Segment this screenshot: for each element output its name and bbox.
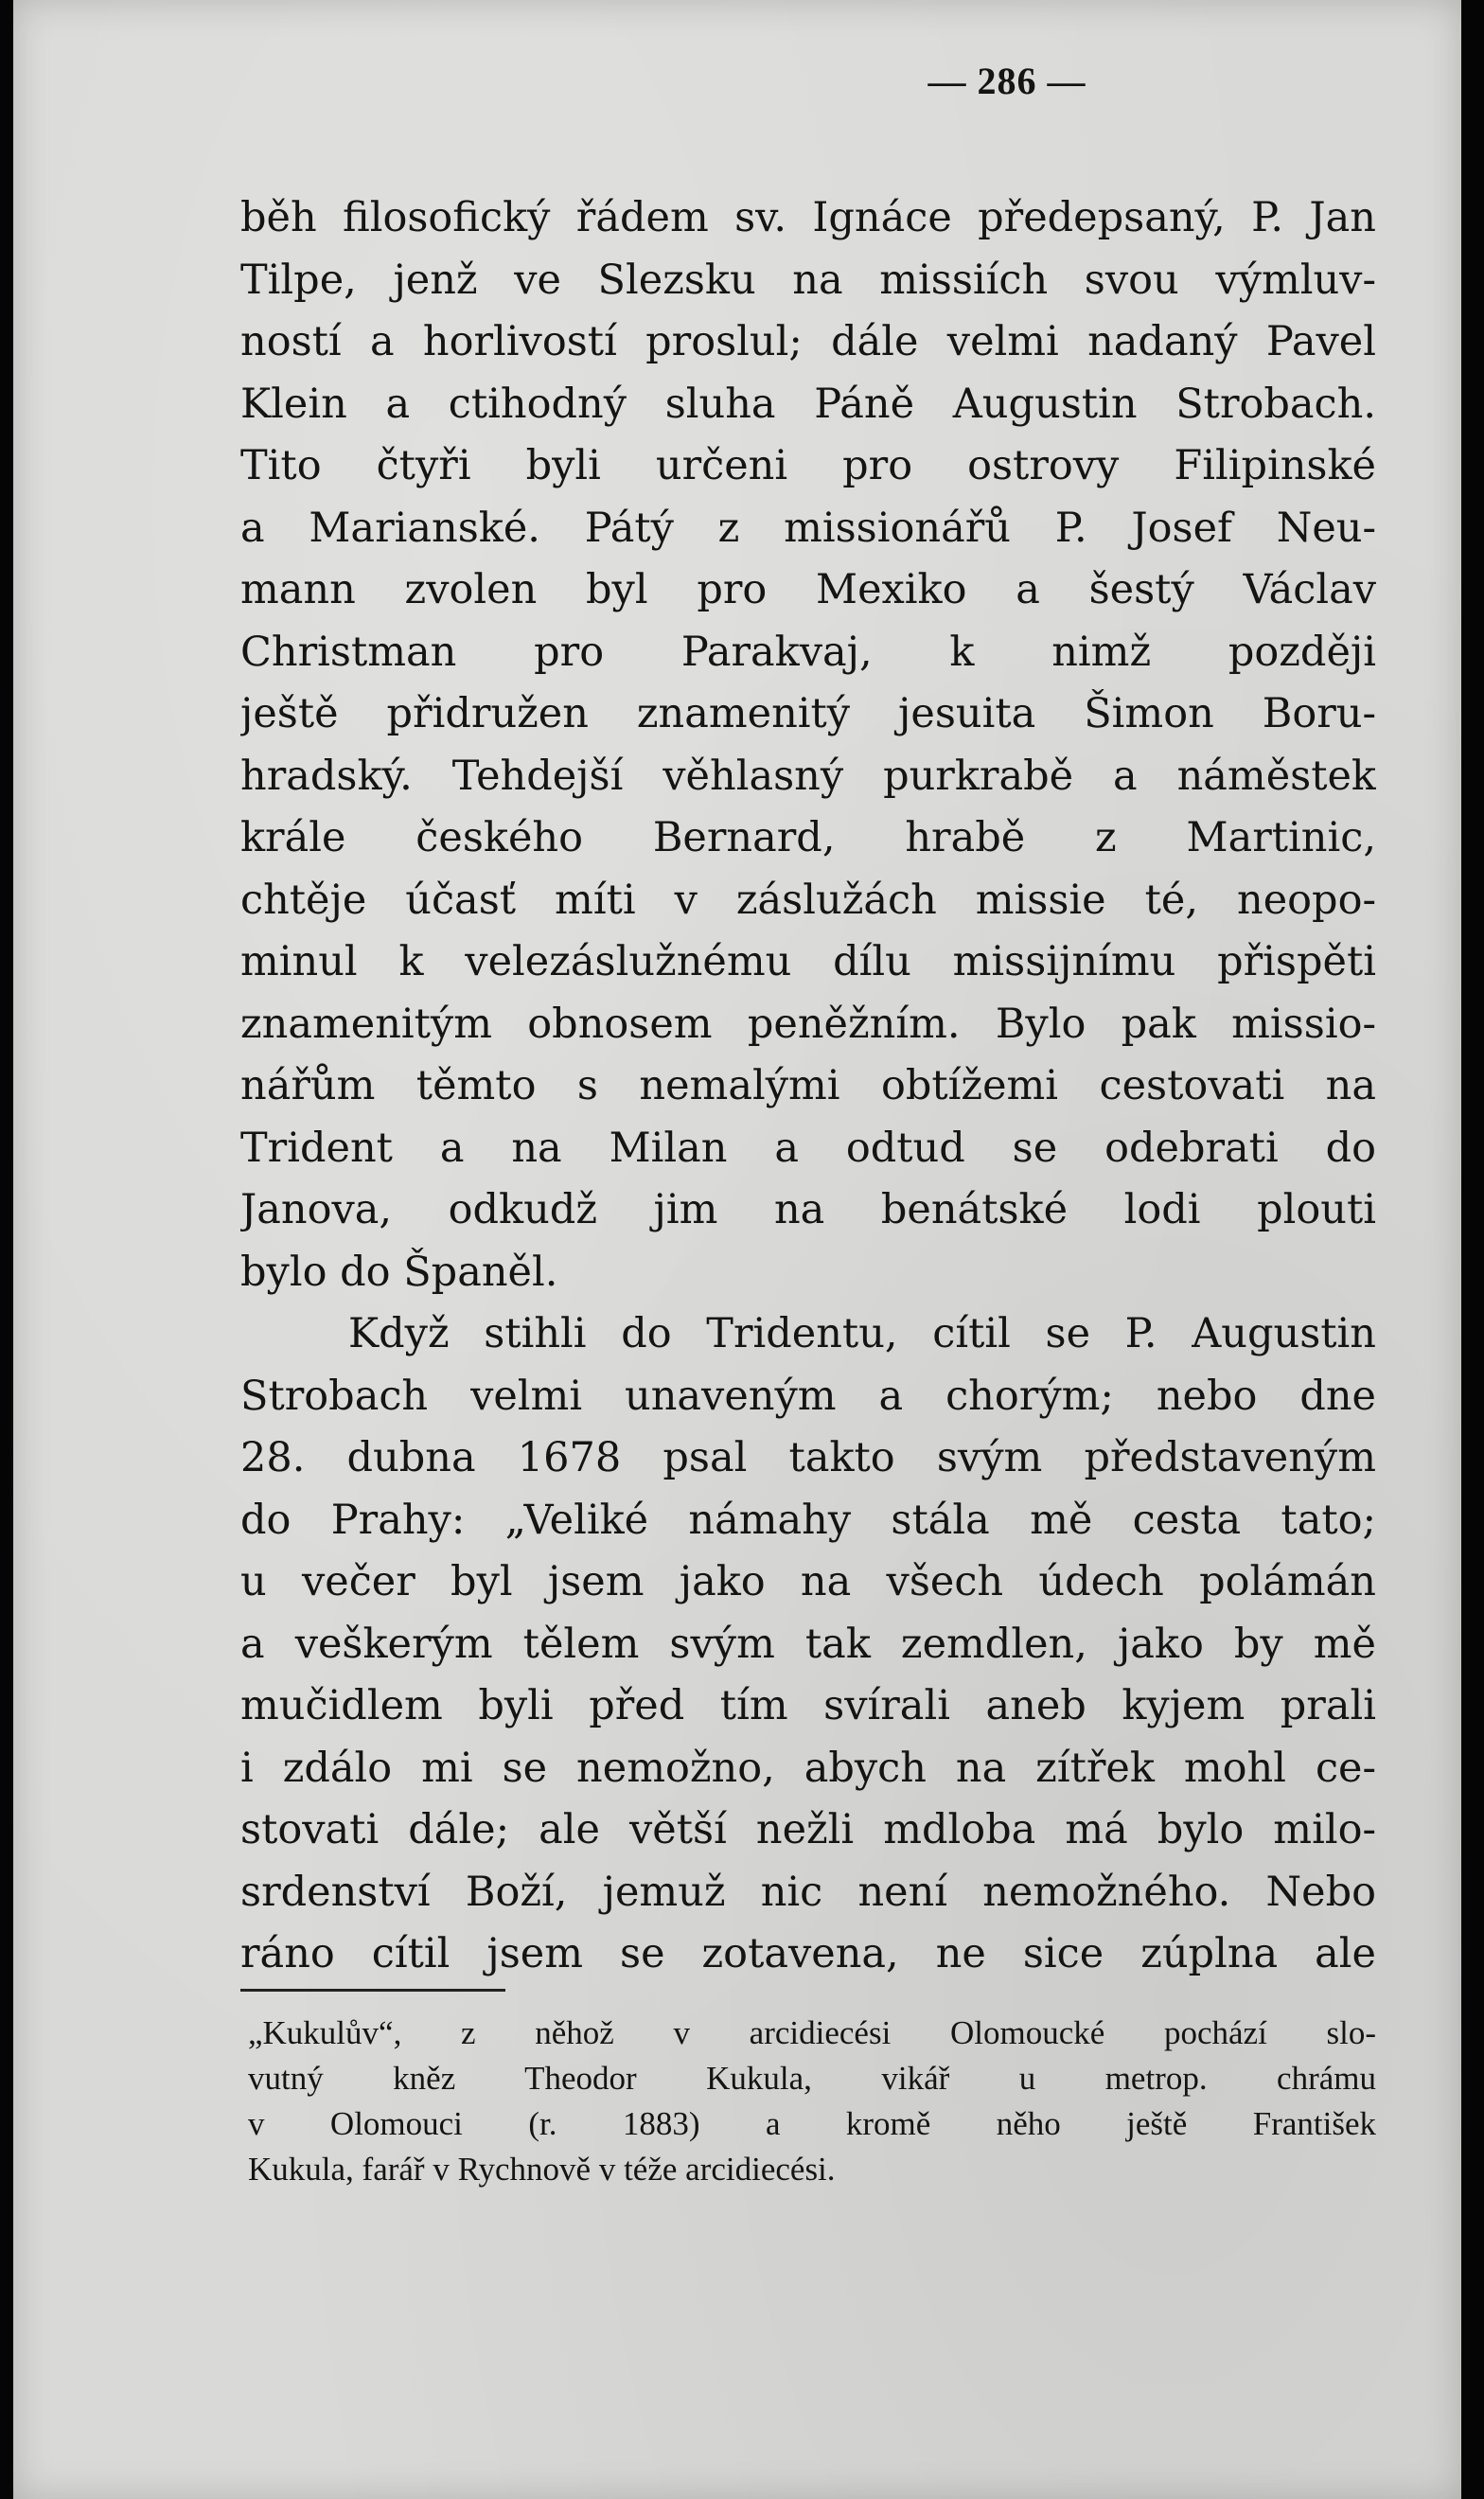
text-line: znamenitým obnosem peněžním. Bylo pak missio- [240,1000,1376,1048]
text-line: srdenství Boží, jemuž nic není nemožného. Nebo [240,1868,1376,1916]
text-line: minul k velezáslužnému dílu missijnímu přispěti [240,938,1376,985]
footnote-line: v Olomouci (r. 1883) a kromě něho ještě František [248,2105,1376,2142]
text-line: Když stihli do Tridentu, cítil se P. Augustin [348,1310,1376,1357]
text-line: Klein a ctihodný sluha Páně Augustin Strobach. [240,380,1376,428]
text-line: nářům těmto s nemalými obtížemi cestovati na [240,1062,1376,1109]
text-line: a veškerým tělem svým tak zemdlen, jako by mě [240,1620,1376,1668]
text-line: u večer byl jsem jako na všech údech polámán [240,1558,1376,1605]
text-line: i zdálo mi se nemožno, abych na zítřek mohl ce- [240,1744,1376,1792]
scan-edge-left [0,0,13,2499]
text-line: běh filosofický řádem sv. Ignáce předepsaný, P. Jan [240,194,1376,241]
text-line: do Prahy: „Veliké námahy stála mě cesta tato; [240,1496,1376,1544]
footnote-line: Kukula, farář v Rychnově v téže arcidiecési. [248,2151,836,2188]
text-line: 28. dubna 1678 psal takto svým představeným [240,1434,1376,1481]
text-line: ností a horlivostí proslul; dále velmi nadaný Pavel [240,318,1376,365]
main-text-block [240,187,1376,1986]
text-line: Christman pro Parakvaj, k nimž později [240,628,1376,676]
text-line: ráno cítil jsem se zotavena, ne sice zúplna ale [240,1930,1376,1977]
text-line: Janova, odkudž jim na benátské lodi plouti [240,1186,1376,1233]
text-line: a Marianské. Pátý z missionářů P. Josef Neu- [240,504,1376,552]
text-line: Strobach velmi unaveným a chorým; nebo dne [240,1372,1376,1420]
text-line: bylo do Španěl. [240,1248,558,1296]
text-line: mann zvolen byl pro Mexiko a šestý Václav [240,566,1376,613]
footnote-line: „Kukulův“, z něhož v arcidiecési Olomoucké pochází slo- [248,2014,1376,2051]
text-line: hradský. Tehdejší věhlasný purkrabě a náměstek [240,752,1376,800]
text-line: chtěje účasť míti v záslužách missie té, neopo- [240,876,1376,924]
scan-edge-right [1461,0,1484,2499]
text-line: krále českého Bernard, hrabě z Martinic, [240,814,1376,861]
footnote-line: vutný kněz Theodor Kukula, vikář u metrop. chrámu [248,2060,1376,2097]
footnote-block [248,2011,1376,2192]
text-line: Tito čtyři byli určeni pro ostrovy Filipinské [240,442,1376,489]
text-line: mučidlem byli před tím svírali aneb kyjem prali [240,1682,1376,1729]
text-line: Trident a na Milan a odtud se odebrati do [240,1124,1376,1172]
page-number: — 286 — [928,60,1086,102]
text-line: ještě přidružen znamenitý jesuita Šimon Boru- [240,690,1376,737]
text-line: stovati dále; ale větší nežli mdloba má bylo milo- [240,1806,1376,1853]
footnote-divider [240,1989,505,1992]
text-line: Tilpe, jenž ve Slezsku na missiích svou výmluv- [240,256,1376,304]
